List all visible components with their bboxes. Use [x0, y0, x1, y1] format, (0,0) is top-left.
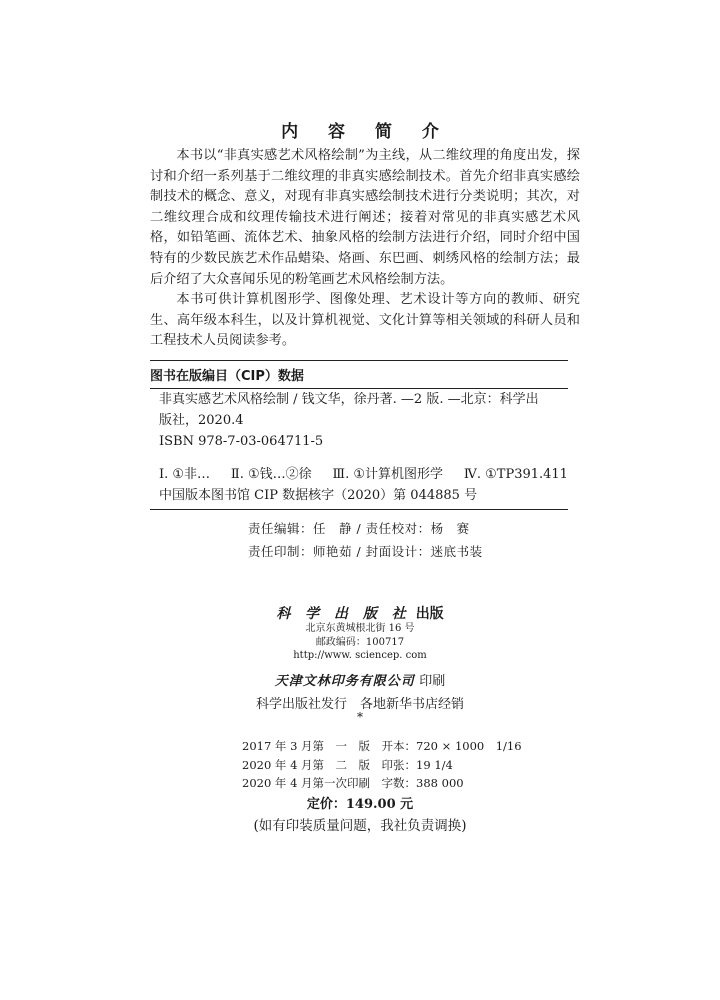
edition-line-1: 2017 年 3 月第 一 版 开本：720 × 1000 1/16 — [242, 739, 522, 753]
cip-data-block — [150, 360, 568, 510]
cip-class-4: Ⅳ. ①TP391.411 — [463, 467, 568, 482]
printer-name: 天津文林印务有限公司 — [274, 674, 415, 689]
price-label: 定价：149.00 元 — [306, 797, 414, 812]
cip-record-number: 中国版本图书馆 CIP 数据核字（2020）第 044885 号 — [159, 488, 478, 503]
staff-credits — [248, 517, 483, 563]
publisher-name: 科 学 出 版 社 — [276, 606, 411, 622]
summary-section — [150, 146, 580, 352]
cip-bibliographic-line-2: 版社，2020.4 — [159, 413, 244, 428]
cip-isbn: ISBN 978-7-03-064711-5 — [159, 434, 324, 449]
cip-heading: 图书在版编目（CIP）数据 — [150, 369, 304, 384]
cip-classification — [159, 464, 568, 485]
cip-spacer — [159, 452, 568, 464]
summary-paragraph-2: 本书可供计算机图形学、图像处理、艺术设计等方向的教师、研究生、高年级本科生，以及计算机视觉、文化计算等相关领域的科研人员和工程技术人员阅读参考。 — [150, 292, 580, 349]
publisher-address: 北京东黄城根北街 16 号 — [305, 623, 415, 634]
publisher-address-block — [0, 622, 720, 663]
edition-line-2: 2020 年 4 月第 二 版 印张：19 1/4 — [242, 757, 453, 772]
edition-line-3: 2020 年 4 月第一次印刷 字数：388 000 — [242, 776, 464, 790]
summary-paragraph-1: 本书以“非真实感艺术风格绘制”为主线，从二维纹理的角度出发，探讨和介绍一系列基于二维纹理的非真实感绘制技术。首先介绍非真实感绘制技术的概念、意义，对现有非真实感绘制技术进行分类说明；其次，对二维纹理合成和纹理传输技术进行阐述；接着对常见的非真实感艺术风格，如铅笔画、流体艺术、抽象风格的绘制方法进行介绍，同时介绍中国特有的少数民族艺术作品蜡染、烙画、东巴画、刺绣风格的绘制方法；最后介绍了大众喜闻乐见的粉笔画艺术风格绘制方法。 — [150, 148, 580, 287]
staff-line-1: 责任编辑：任 静 / 责任校对：杨 赛 — [248, 521, 470, 536]
cip-class-2: Ⅱ. ①钱…②徐 — [230, 467, 312, 482]
printer-action: 印刷 — [419, 674, 446, 689]
distribution-line: 科学出版社发行 各地新华书店经销 — [255, 697, 464, 712]
publisher-line — [0, 603, 720, 623]
publisher-action: 出版 — [415, 606, 444, 622]
printer-line — [0, 670, 720, 689]
cip-bottom-rule — [150, 509, 568, 510]
staff-line-2: 责任印制：师艳茹 / 封面设计：迷底书装 — [248, 544, 483, 559]
edition-info — [242, 737, 522, 793]
cip-class-1: Ⅰ. ①非… — [159, 467, 211, 482]
cip-body — [150, 389, 568, 506]
publisher-postcode: 邮政编码：100717 — [315, 636, 405, 648]
cip-bibliographic-line-1: 非真实感艺术风格绘制 / 钱文华，徐丹著. —2 版. —北京：科学出 — [159, 392, 539, 407]
publisher-website: http://www. sciencep. com — [293, 650, 427, 661]
page-title: 内 容 简 介 — [281, 122, 451, 142]
cip-top-rule — [150, 360, 568, 361]
separator-asterisk: * — [357, 710, 363, 724]
cip-class-3: Ⅲ. ①计算机图形学 — [332, 467, 444, 482]
quality-notice: (如有印装质量问题，我社负责调换) — [253, 818, 467, 834]
